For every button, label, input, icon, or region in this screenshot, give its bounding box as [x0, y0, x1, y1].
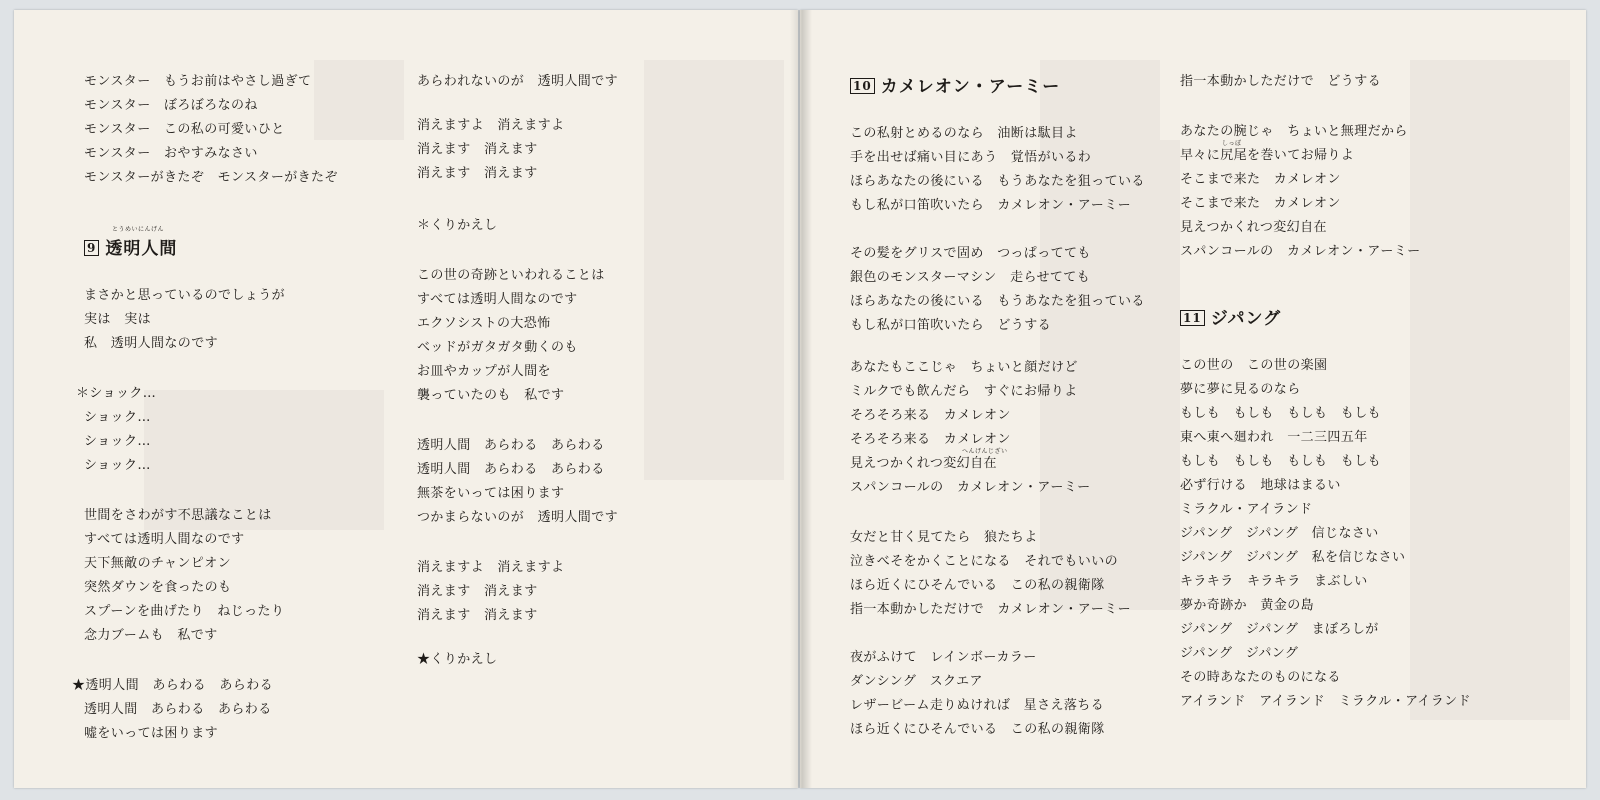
- lyric-line: スパンコールの カメレオン・アーミー: [850, 480, 1091, 495]
- lyric-line: 夢に夢に見るのなら: [1180, 382, 1301, 397]
- henge-reading: へんげんじざい: [962, 448, 1008, 455]
- show-through-texture: [314, 60, 404, 140]
- lyric-line: その時あなたのものになる: [1180, 670, 1341, 685]
- lyric-line: スプーンを曲げたり ねじったり: [84, 604, 285, 619]
- lyric-line: そろそろ来る カメレオン: [850, 432, 1011, 447]
- song-number: 10: [850, 78, 875, 94]
- lyric-line: ミラクル・アイランド: [1180, 502, 1313, 517]
- lyric-line: ＊ショック…: [76, 386, 157, 401]
- lyric-line: 女だと甘く見てたら 狼たちよ: [850, 530, 1038, 545]
- shippo-reading: しっぽ: [1222, 140, 1242, 147]
- lyric-line: 見えつかくれつ変幻自在: [1180, 220, 1327, 235]
- lyric-line: ほらあなたの後にいる もうあなたを狙っている: [850, 174, 1145, 189]
- song-title-10: [850, 72, 1060, 97]
- lyric-line: 指一本動かしただけで どうする: [1180, 74, 1382, 89]
- lyric-line: 指一本動かしただけで カメレオン・アーミー: [850, 602, 1132, 617]
- lyric-line: アイランド アイランド ミラクル・アイランド: [1180, 694, 1471, 709]
- song-title-text: ジパング: [1210, 309, 1282, 329]
- lyric-line: ★透明人間 あらわる あらわる: [72, 678, 274, 693]
- lyric-line: 夜がふけて レインボーカラー: [850, 650, 1037, 665]
- lyric-line: お皿やカップが人間を: [417, 364, 551, 379]
- lyric-line: あなたもここじゃ ちょいと顔だけど: [850, 360, 1078, 375]
- lyric-line: 念力ブームも 私です: [84, 628, 218, 643]
- lyric-line: レザービーム走りぬければ 星さえ落ちる: [850, 698, 1105, 713]
- song-title-9: [84, 234, 177, 259]
- song-title-11: [1180, 304, 1281, 329]
- song-number: 9: [84, 240, 99, 256]
- song-title-text: 透明人間: [105, 239, 178, 259]
- lyric-line: この世の奇跡といわれることは: [417, 268, 605, 283]
- lyric-line: ジパング ジパング まぼろしが: [1180, 622, 1379, 637]
- lyric-line: 泣きべそをかくことになる それでもいいの: [850, 554, 1119, 569]
- title-reading: とうめいにんげん: [112, 226, 165, 233]
- lyric-line: モンスター この私の可愛いひと: [84, 122, 285, 137]
- lyric-line: ジパング ジパング 私を信じなさい: [1180, 550, 1406, 565]
- lyric-line: すべては透明人間なのです: [417, 292, 578, 307]
- lyric-line: あらわれないのが 透明人間です: [417, 74, 619, 89]
- lyric-line: もしも もしも もしも もしも: [1180, 454, 1382, 469]
- lyric-line: すべては透明人間なのです: [84, 532, 245, 547]
- lyric-line: 早々に尻尾を巻いてお帰りよ: [1180, 148, 1355, 163]
- left-page: [14, 10, 798, 788]
- lyric-line: ほら近くにひそんでいる この私の親衛隊: [850, 722, 1105, 737]
- lyric-line: ベッドがガタガタ動くのも: [417, 340, 578, 355]
- lyric-line: モンスターがきたぞ モンスターがきたぞ: [84, 170, 338, 185]
- lyric-line: 消えますよ 消えますよ: [417, 560, 565, 575]
- lyric-line: 嘘をいっては困ります: [84, 726, 219, 741]
- lyric-line: 世間をさわがす不思議なことは: [84, 508, 272, 523]
- show-through-texture: [644, 60, 784, 480]
- lyric-line: 透明人間 あらわる あらわる: [417, 462, 605, 477]
- right-page: [800, 10, 1586, 788]
- lyric-line: 私 透明人間なのです: [84, 336, 219, 351]
- repeat-marker: ★くりかえし: [417, 652, 498, 667]
- lyric-line: モンスター ぼろぼろなのね: [84, 98, 258, 113]
- lyric-line: ほらあなたの後にいる もうあなたを狙っている: [850, 294, 1145, 309]
- lyric-line: 消えます 消えます: [417, 584, 538, 599]
- lyric-line: エクソシストの大恐怖: [417, 316, 551, 331]
- lyric-line: 夢か奇跡か 黄金の島: [1180, 598, 1315, 613]
- lyric-line: 透明人間 あらわる あらわる: [84, 702, 272, 717]
- lyric-line: ショック…: [84, 410, 151, 425]
- lyric-line: 手を出せば痛い目にあう 覚悟がいるわ: [850, 150, 1092, 165]
- repeat-marker: ＊くりかえし: [417, 218, 498, 233]
- lyric-line: ダンシング スクエア: [850, 674, 983, 689]
- lyric-line: 透明人間 あらわる あらわる: [417, 438, 605, 453]
- lyric-line: 襲っていたのも 私です: [417, 388, 565, 403]
- lyric-line: この世の この世の楽園: [1180, 358, 1328, 373]
- lyric-line: モンスター おやすみなさい: [84, 146, 258, 161]
- lyric-line: その髪をグリスで固め つっぱってても: [850, 246, 1091, 261]
- lyric-line: 消えます 消えます: [417, 608, 538, 623]
- lyric-line: キラキラ キラキラ まぶしい: [1180, 574, 1368, 589]
- lyric-line: 突然ダウンを食ったのも: [84, 580, 232, 595]
- lyric-line: 天下無敵のチャンピオン: [84, 556, 232, 571]
- lyric-line: そろそろ来る カメレオン: [850, 408, 1011, 423]
- lyric-line: スパンコールの カメレオン・アーミー: [1180, 244, 1421, 259]
- lyric-line: 消えますよ 消えますよ: [417, 118, 565, 133]
- lyric-line: あなたの腕じゃ ちょいと無理だから: [1180, 124, 1408, 139]
- lyric-line: 必ず行ける 地球はまるい: [1180, 478, 1341, 493]
- lyric-line: 消えます 消えます: [417, 166, 538, 181]
- lyric-line: 東へ東へ廻われ 一二三四五年: [1180, 430, 1368, 445]
- lyric-line: 消えます 消えます: [417, 142, 538, 157]
- lyric-line: もしも もしも もしも もしも: [1180, 406, 1382, 421]
- lyric-line: もし私が口笛吹いたら どうする: [850, 318, 1052, 333]
- lyric-line: 見えつかくれつ変幻自在: [850, 456, 997, 471]
- lyric-line: 無茶をいっては困ります: [417, 486, 565, 501]
- lyric-line: ショック…: [84, 458, 151, 473]
- lyric-line: ほら近くにひそんでいる この私の親衛隊: [850, 578, 1105, 593]
- lyric-line: もし私が口笛吹いたら カメレオン・アーミー: [850, 198, 1132, 213]
- lyric-line: そこまで来た カメレオン: [1180, 172, 1341, 187]
- lyric-line: まさかと思っているのでしょうが: [84, 288, 286, 303]
- lyric-line: モンスター もうお前はやさし過ぎて: [84, 74, 312, 89]
- lyric-line: 銀色のモンスターマシン 走らせてても: [850, 270, 1091, 285]
- lyric-line: この私射とめるのなら 油断は駄目よ: [850, 126, 1078, 141]
- show-through-texture: [1410, 60, 1570, 720]
- lyric-line: ミルクでも飲んだら すぐにお帰りよ: [850, 384, 1078, 399]
- song-title-text: カメレオン・アーミー: [880, 77, 1061, 97]
- lyric-line: 実は 実は: [84, 312, 152, 327]
- lyric-line: ショック…: [84, 434, 151, 449]
- lyric-line: ジパング ジパング 信じなさい: [1180, 526, 1379, 541]
- lyric-line: つかまらないのが 透明人間です: [417, 510, 619, 525]
- song-number: 11: [1180, 310, 1205, 326]
- lyric-line: そこまで来た カメレオン: [1180, 196, 1341, 211]
- lyric-line: ジパング ジパング: [1180, 646, 1299, 661]
